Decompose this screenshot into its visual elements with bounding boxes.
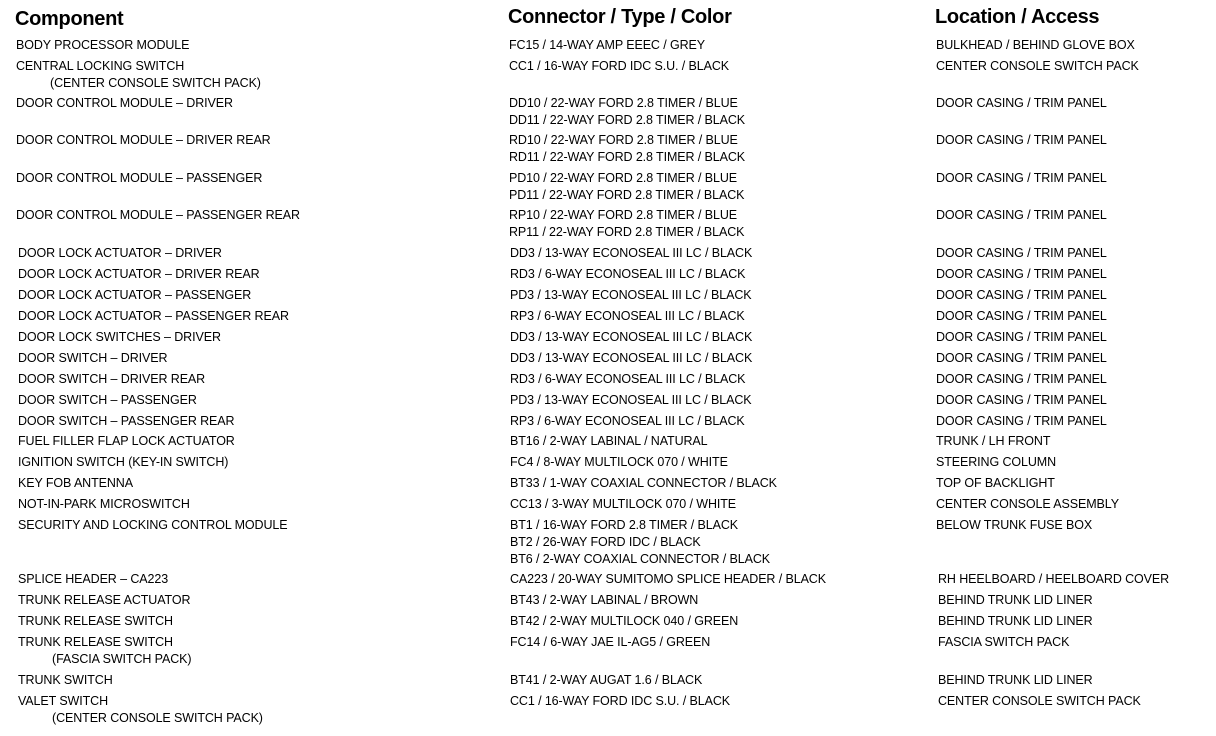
component-name: DOOR SWITCH – DRIVER bbox=[18, 351, 168, 365]
component-name: DOOR CONTROL MODULE – DRIVER bbox=[16, 96, 233, 110]
component-name: CENTRAL LOCKING SWITCH bbox=[16, 59, 185, 73]
connector-spec: RP10 / 22-WAY FORD 2.8 TIMER / BLUE bbox=[509, 208, 738, 222]
connector-cell bbox=[510, 517, 770, 568]
connector-cell bbox=[510, 454, 728, 471]
connector-spec: PD3 / 13-WAY ECONOSEAL III LC / BLACK bbox=[510, 288, 752, 302]
connector-spec: BT42 / 2-WAY MULTILOCK 040 / GREEN bbox=[510, 614, 739, 628]
component-name: DOOR CONTROL MODULE – DRIVER REAR bbox=[16, 133, 271, 147]
component-cell bbox=[18, 392, 197, 409]
connector-cell bbox=[509, 207, 744, 241]
component-name: VALET SWITCH bbox=[18, 694, 109, 708]
component-name: FUEL FILLER FLAP LOCK ACTUATOR bbox=[18, 434, 235, 448]
component-header: Component bbox=[15, 8, 124, 30]
connector-spec: RP3 / 6-WAY ECONOSEAL III LC / BLACK bbox=[510, 309, 745, 323]
component-name: DOOR SWITCH – DRIVER REAR bbox=[18, 372, 206, 386]
component-name: BODY PROCESSOR MODULE bbox=[16, 38, 190, 52]
location-cell: DOOR CASING / TRIM PANEL bbox=[936, 309, 1107, 323]
connector-spec: PD3 / 13-WAY ECONOSEAL III LC / BLACK bbox=[510, 393, 752, 407]
component-name: IGNITION SWITCH (KEY-IN SWITCH) bbox=[18, 455, 229, 469]
connector-spec: BT2 / 26-WAY FORD IDC / BLACK bbox=[510, 535, 701, 549]
component-name: DOOR LOCK ACTUATOR – DRIVER bbox=[18, 246, 222, 260]
connector-spec: DD3 / 13-WAY ECONOSEAL III LC / BLACK bbox=[510, 330, 753, 344]
connector-cell bbox=[510, 413, 745, 430]
component-name: DOOR CONTROL MODULE – PASSENGER bbox=[16, 171, 263, 185]
connector-spec: DD11 / 22-WAY FORD 2.8 TIMER / BLACK bbox=[509, 113, 746, 127]
location-cell: BEHIND TRUNK LID LINER bbox=[938, 673, 1093, 687]
location-cell: CENTER CONSOLE SWITCH PACK bbox=[938, 694, 1141, 708]
component-name: TRUNK RELEASE SWITCH bbox=[18, 635, 173, 649]
component-name: SECURITY AND LOCKING CONTROL MODULE bbox=[18, 518, 288, 532]
component-cell bbox=[18, 287, 251, 304]
location-cell: DOOR CASING / TRIM PANEL bbox=[936, 330, 1107, 344]
component-name: TRUNK RELEASE SWITCH bbox=[18, 614, 173, 628]
connector-cell bbox=[510, 287, 752, 304]
connector-spec: DD3 / 13-WAY ECONOSEAL III LC / BLACK bbox=[510, 246, 753, 260]
connector-cell bbox=[510, 245, 752, 262]
location-cell: DOOR CASING / TRIM PANEL bbox=[936, 288, 1107, 302]
component-note: (CENTER CONSOLE SWITCH PACK) bbox=[50, 76, 261, 90]
connector-cell bbox=[510, 266, 745, 283]
location-cell: BEHIND TRUNK LID LINER bbox=[938, 614, 1093, 628]
connector-cell bbox=[510, 392, 752, 409]
component-cell bbox=[16, 207, 300, 224]
component-cell bbox=[18, 475, 133, 492]
component-name: DOOR LOCK ACTUATOR – PASSENGER bbox=[18, 288, 252, 302]
component-cell bbox=[18, 693, 263, 727]
component-name: SPLICE HEADER – CA223 bbox=[18, 572, 169, 586]
component-name: TRUNK SWITCH bbox=[18, 673, 113, 687]
connector-spec: RP3 / 6-WAY ECONOSEAL III LC / BLACK bbox=[510, 414, 745, 428]
component-name: DOOR LOCK ACTUATOR – DRIVER REAR bbox=[18, 267, 260, 281]
component-cell bbox=[18, 517, 287, 534]
connector-spec: DD3 / 13-WAY ECONOSEAL III LC / BLACK bbox=[510, 351, 753, 365]
connector-cell bbox=[510, 613, 738, 630]
connector-spec: CC1 / 16-WAY FORD IDC S.U. / BLACK bbox=[509, 59, 730, 73]
component-note: (FASCIA SWITCH PACK) bbox=[52, 652, 192, 666]
location-cell: RH HEELBOARD / HEELBOARD COVER bbox=[938, 572, 1170, 586]
connector-cell bbox=[509, 170, 744, 204]
component-cell bbox=[18, 496, 190, 513]
connector-cell bbox=[510, 308, 745, 325]
connector-spec: BT41 / 2-WAY AUGAT 1.6 / BLACK bbox=[510, 673, 703, 687]
connector-spec: BT33 / 1-WAY COAXIAL CONNECTOR / BLACK bbox=[510, 476, 777, 490]
connector-spec: CA223 / 20-WAY SUMITOMO SPLICE HEADER / BLACK bbox=[510, 572, 826, 586]
connector-cell bbox=[510, 433, 708, 450]
connector-spec: RD10 / 22-WAY FORD 2.8 TIMER / BLUE bbox=[509, 133, 738, 147]
connector-cell bbox=[509, 58, 729, 75]
connector-spec: BT43 / 2-WAY LABINAL / BROWN bbox=[510, 593, 699, 607]
location-cell: CENTER CONSOLE SWITCH PACK bbox=[936, 59, 1139, 73]
location-cell: TRUNK / LH FRONT bbox=[936, 434, 1051, 448]
connector-spec: BT16 / 2-WAY LABINAL / NATURAL bbox=[510, 434, 708, 448]
connector-cell bbox=[510, 475, 777, 492]
component-name: TRUNK RELEASE ACTUATOR bbox=[18, 593, 191, 607]
connector-cell bbox=[510, 693, 730, 710]
connector-spec: BT1 / 16-WAY FORD 2.8 TIMER / BLACK bbox=[510, 518, 739, 532]
location-cell: DOOR CASING / TRIM PANEL bbox=[936, 351, 1107, 365]
location-cell: DOOR CASING / TRIM PANEL bbox=[936, 171, 1107, 185]
component-cell bbox=[18, 592, 190, 609]
connector-cell bbox=[510, 371, 745, 388]
location-cell: DOOR CASING / TRIM PANEL bbox=[936, 246, 1107, 260]
location-cell: DOOR CASING / TRIM PANEL bbox=[936, 393, 1107, 407]
location-cell: DOOR CASING / TRIM PANEL bbox=[936, 133, 1107, 147]
component-name: KEY FOB ANTENNA bbox=[18, 476, 133, 490]
connector-spec: FC15 / 14-WAY AMP EEEC / GREY bbox=[509, 38, 706, 52]
component-name: DOOR SWITCH – PASSENGER bbox=[18, 393, 197, 407]
component-cell bbox=[18, 329, 221, 346]
connector-spec: DD10 / 22-WAY FORD 2.8 TIMER / BLUE bbox=[509, 96, 738, 110]
component-cell bbox=[18, 266, 260, 283]
connector-cell bbox=[510, 329, 752, 346]
connector-spec: FC14 / 6-WAY JAE IL-AG5 / GREEN bbox=[510, 635, 711, 649]
connector-spec: BT6 / 2-WAY COAXIAL CONNECTOR / BLACK bbox=[510, 552, 771, 566]
connector-spec: RD3 / 6-WAY ECONOSEAL III LC / BLACK bbox=[510, 267, 746, 281]
connector-spec: CC13 / 3-WAY MULTILOCK 070 / WHITE bbox=[510, 497, 737, 511]
component-name: DOOR SWITCH – PASSENGER REAR bbox=[18, 414, 235, 428]
location-cell: BEHIND TRUNK LID LINER bbox=[938, 593, 1093, 607]
location-cell: STEERING COLUMN bbox=[936, 455, 1057, 469]
location-cell: TOP OF BACKLIGHT bbox=[936, 476, 1055, 490]
component-cell bbox=[18, 634, 191, 668]
component-cell bbox=[16, 132, 271, 149]
location-cell: FASCIA SWITCH PACK bbox=[938, 635, 1070, 649]
location-cell: DOOR CASING / TRIM PANEL bbox=[936, 414, 1107, 428]
component-note: (CENTER CONSOLE SWITCH PACK) bbox=[52, 711, 263, 725]
component-cell bbox=[18, 672, 113, 689]
connector-spec: RD3 / 6-WAY ECONOSEAL III LC / BLACK bbox=[510, 372, 746, 386]
component-cell bbox=[18, 413, 234, 430]
connector-spec: CC1 / 16-WAY FORD IDC S.U. / BLACK bbox=[510, 694, 731, 708]
component-cell bbox=[18, 371, 205, 388]
component-name: DOOR LOCK ACTUATOR – PASSENGER REAR bbox=[18, 309, 289, 323]
component-name: DOOR LOCK SWITCHES – DRIVER bbox=[18, 330, 221, 344]
connector-cell bbox=[510, 571, 826, 588]
component-cell bbox=[16, 95, 233, 112]
component-cell bbox=[16, 170, 262, 187]
location-cell: BELOW TRUNK FUSE BOX bbox=[936, 518, 1093, 532]
connector-spec: PD10 / 22-WAY FORD 2.8 TIMER / BLUE bbox=[509, 171, 738, 185]
connector-header: Connector / Type / Color bbox=[508, 6, 732, 28]
component-cell bbox=[18, 245, 222, 262]
connector-cell bbox=[510, 592, 698, 609]
component-cell bbox=[16, 58, 261, 92]
component-cell bbox=[18, 454, 228, 471]
location-header: Location / Access bbox=[935, 6, 1100, 28]
connector-cell bbox=[509, 95, 745, 129]
location-cell: DOOR CASING / TRIM PANEL bbox=[936, 208, 1107, 222]
connector-cell bbox=[509, 37, 705, 54]
location-cell: DOOR CASING / TRIM PANEL bbox=[936, 267, 1107, 281]
connector-spec: RD11 / 22-WAY FORD 2.8 TIMER / BLACK bbox=[509, 150, 746, 164]
connector-spec: RP11 / 22-WAY FORD 2.8 TIMER / BLACK bbox=[509, 225, 745, 239]
location-cell: BULKHEAD / BEHIND GLOVE BOX bbox=[936, 38, 1135, 52]
component-cell bbox=[18, 571, 168, 588]
component-cell bbox=[16, 37, 189, 54]
connector-cell bbox=[509, 132, 745, 166]
component-cell bbox=[18, 308, 289, 325]
connector-spec: PD11 / 22-WAY FORD 2.8 TIMER / BLACK bbox=[509, 188, 745, 202]
location-cell: DOOR CASING / TRIM PANEL bbox=[936, 372, 1107, 386]
location-cell: CENTER CONSOLE ASSEMBLY bbox=[936, 497, 1119, 511]
location-cell: DOOR CASING / TRIM PANEL bbox=[936, 96, 1107, 110]
connector-cell bbox=[510, 672, 702, 689]
component-name: NOT-IN-PARK MICROSWITCH bbox=[18, 497, 190, 511]
component-cell bbox=[18, 350, 167, 367]
component-name: DOOR CONTROL MODULE – PASSENGER REAR bbox=[16, 208, 300, 222]
connector-cell bbox=[510, 496, 736, 513]
component-cell bbox=[18, 613, 173, 630]
connector-spec: FC4 / 8-WAY MULTILOCK 070 / WHITE bbox=[510, 455, 728, 469]
component-cell bbox=[18, 433, 235, 450]
connector-cell bbox=[510, 350, 752, 367]
connector-cell bbox=[510, 634, 710, 651]
